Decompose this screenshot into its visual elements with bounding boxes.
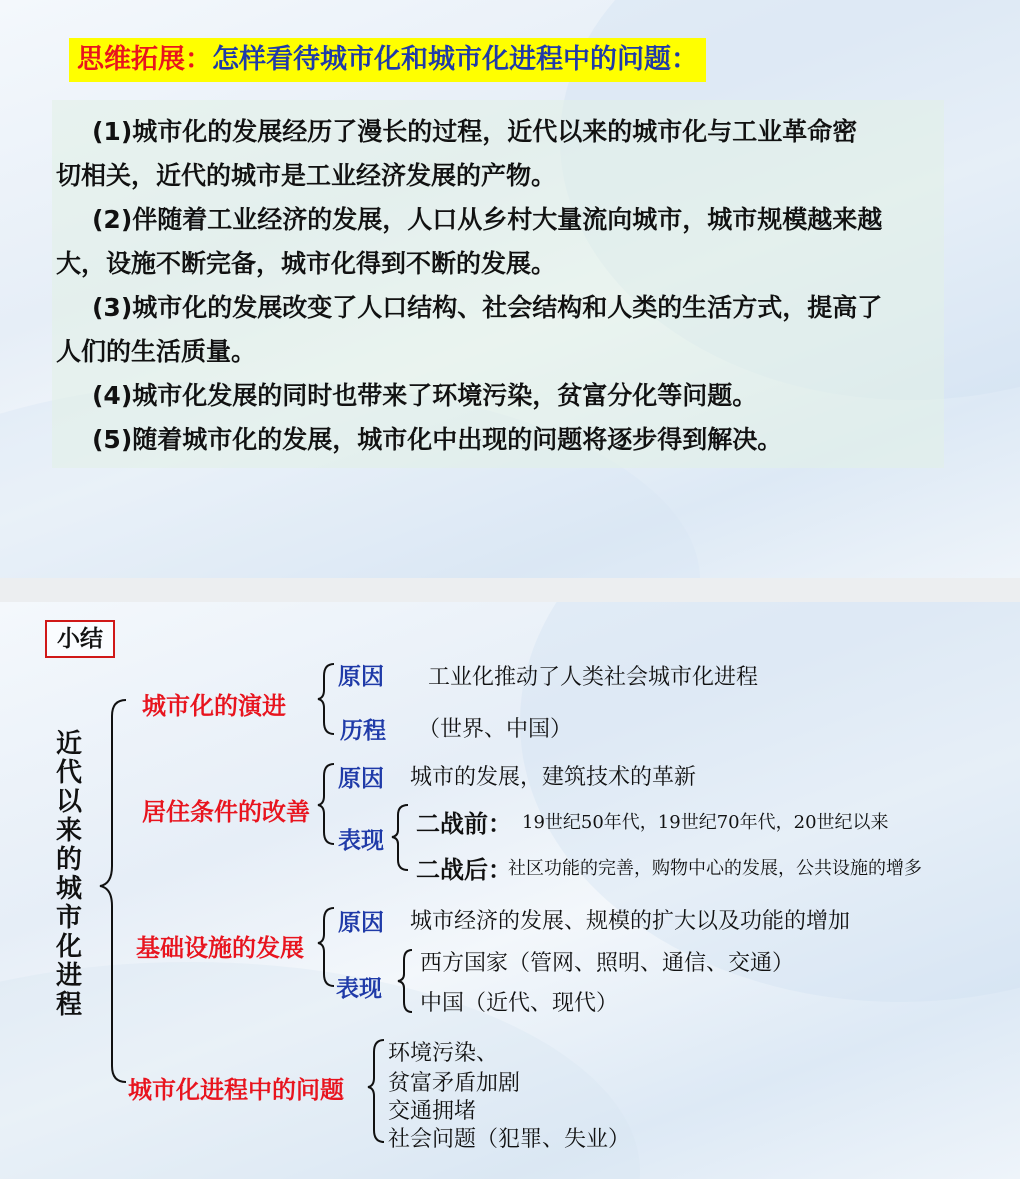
paragraph-line: 人们的生活质量。 <box>56 337 257 366</box>
living-reason-text: 城市的发展，建筑技术的革新 <box>410 765 697 790</box>
title-main: 怎样看待城市化和城市化进程中的问题： <box>212 44 698 75</box>
category-living-conditions: 居住条件的改善 <box>142 798 310 826</box>
infrastructure-perf-brace <box>398 950 412 1012</box>
infrastructure-brace <box>318 908 334 986</box>
vertical-title-char: 市 <box>55 903 82 933</box>
vertical-title-char: 以 <box>55 787 82 817</box>
category-urbanization-evolution: 城市化的演进 <box>142 692 286 720</box>
paragraph-line: (1)城市化的发展经历了漫长的过程，近代以来的城市化与工业革命密 <box>92 117 858 146</box>
title-prefix: 思维拓展： <box>77 44 212 75</box>
summary-label: 小结 <box>45 620 115 658</box>
vertical-title-char: 程 <box>55 990 82 1020</box>
prewar-label: 二战前： <box>416 810 512 838</box>
label-reason: 原因 <box>338 664 384 690</box>
postwar-text: 社区功能的完善，购物中心的发展，公共设施的增多 <box>508 858 922 879</box>
category-urbanization-problems: 城市化进程中的问题 <box>128 1076 344 1104</box>
prewar-text: 19世纪50年代，19世纪70年代，20世纪以来 <box>522 812 889 833</box>
infrastructure-perf-item: 中国（近代、现代） <box>420 991 619 1016</box>
paragraph-line: 大，设施不断完备，城市化得到不断的发展。 <box>56 249 557 278</box>
vertical-title-char: 近 <box>55 729 82 759</box>
postwar-label: 二战后： <box>416 856 512 884</box>
evolution-course-text: （世界、中国） <box>418 717 573 742</box>
prewar-postwar-brace <box>392 805 408 870</box>
paragraph-line: (3)城市化的发展改变了人口结构、社会结构和人类的生活方式，提高了 <box>92 293 883 322</box>
vertical-title-char: 的 <box>55 845 82 875</box>
main-brace <box>100 700 126 1082</box>
evolution-reason-text: 工业化推动了人类社会城市化进程 <box>428 665 759 690</box>
problem-item: 环境污染、 <box>388 1041 499 1066</box>
vertical-title-char: 来 <box>55 816 82 846</box>
infrastructure-perf-item: 西方国家（管网、照明、通信、交通） <box>420 951 795 976</box>
paragraph-line: (5)随着城市化的发展，城市化中出现的问题将逐步得到解决。 <box>92 425 783 454</box>
problem-item: 交通拥堵 <box>388 1099 477 1124</box>
vertical-title-char: 化 <box>55 932 82 962</box>
vertical-title-char: 城 <box>55 874 82 904</box>
problems-brace <box>368 1040 384 1142</box>
vertical-title-char: 进 <box>55 961 82 991</box>
label-performance: 表现 <box>338 828 384 854</box>
living-brace <box>318 764 334 844</box>
paragraph-line: (2)伴随着工业经济的发展，人口从乡村大量流向城市，城市规模越来越 <box>92 205 883 234</box>
label-performance: 表现 <box>336 976 382 1002</box>
label-reason: 原因 <box>338 910 384 936</box>
paragraph-line: (4)城市化发展的同时也带来了环境污染，贫富分化等问题。 <box>92 381 758 410</box>
paragraph-line: 切相关，近代的城市是工业经济发展的产物。 <box>56 161 557 190</box>
label-reason: 原因 <box>338 766 384 792</box>
label-course: 历程 <box>340 718 386 744</box>
problem-item: 贫富矛盾加剧 <box>388 1071 521 1096</box>
evolution-brace <box>318 664 334 734</box>
problem-item: 社会问题（犯罪、失业） <box>388 1127 631 1152</box>
vertical-title-char: 代 <box>55 758 82 788</box>
category-infrastructure: 基础设施的发展 <box>136 934 304 962</box>
infrastructure-reason-text: 城市经济的发展、规模的扩大以及功能的增加 <box>410 909 851 934</box>
